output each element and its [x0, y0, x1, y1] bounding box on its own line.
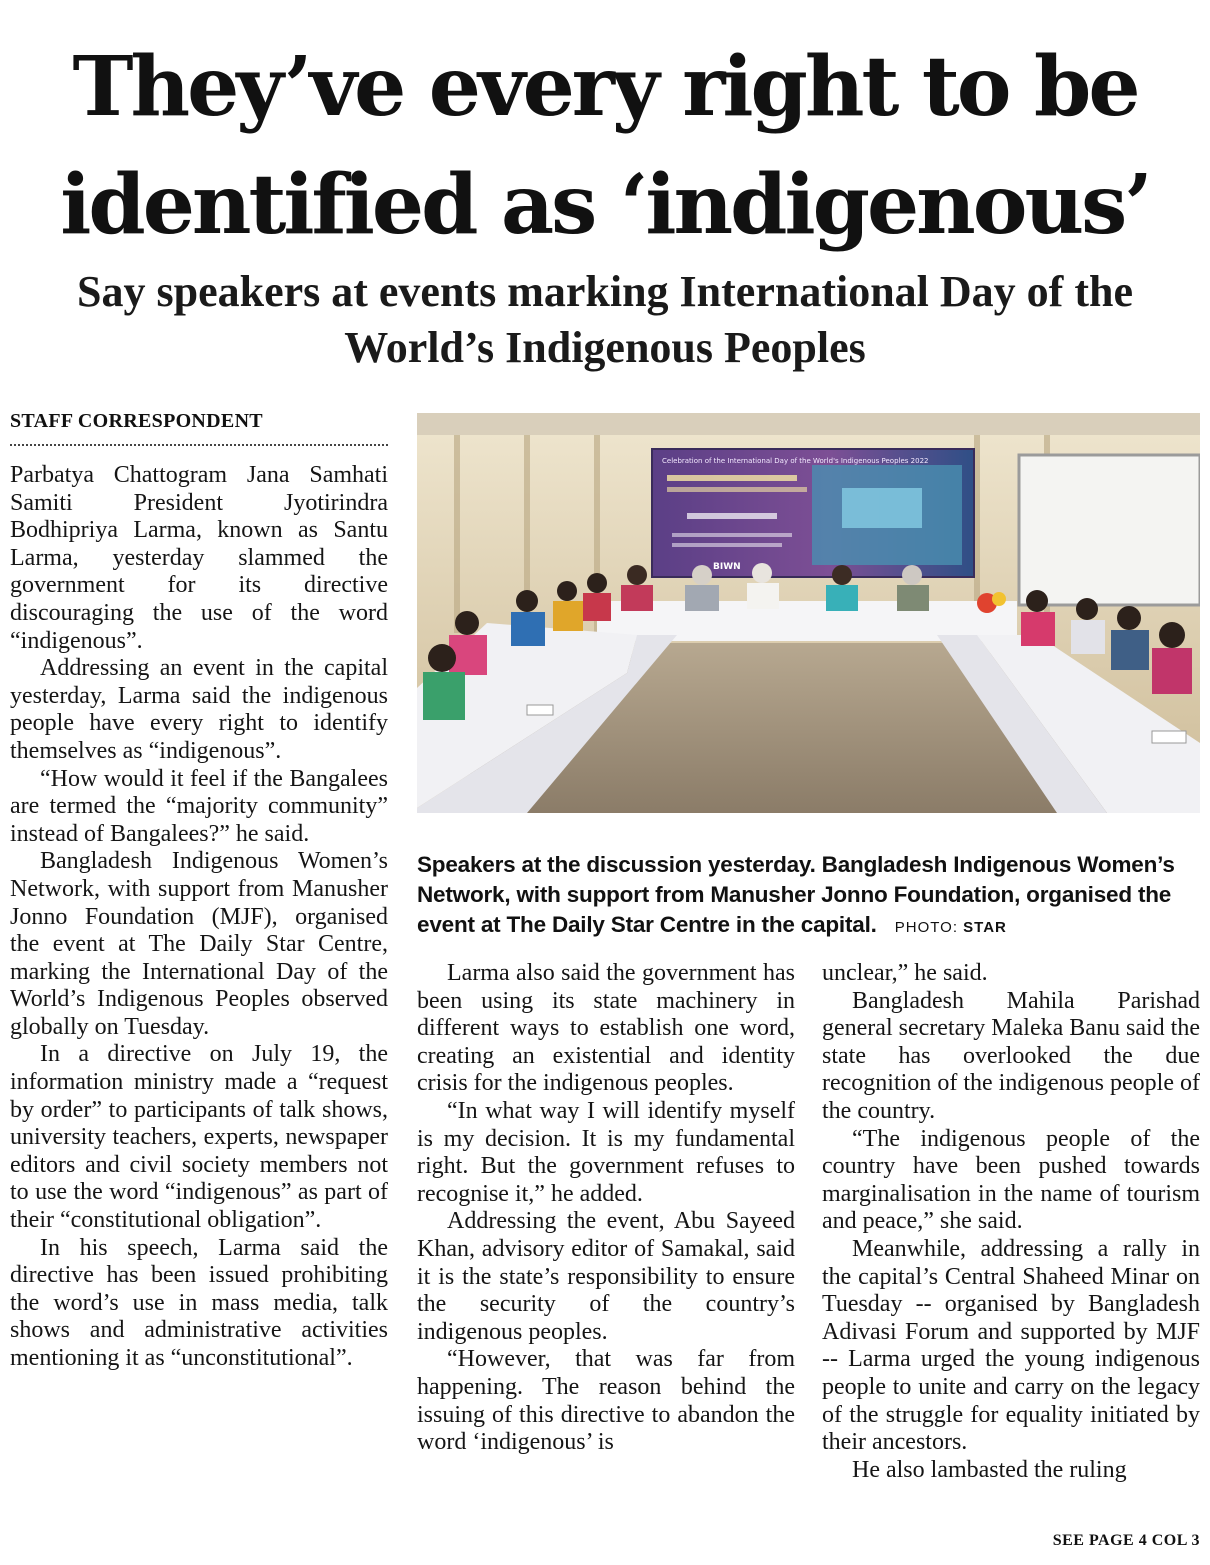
article-column-3 [822, 960, 1200, 1484]
paragraph: Addressing an event in the capital yesterday, Larma said the indigenous people have every right to identify themselves as “indigenous”. [10, 655, 388, 764]
byline: STAFF CORRESPONDENT [10, 410, 263, 432]
paragraph: In his speech, Larma said the directive has been issued prohibiting the word’s use in mass media, talk shows and administrative activities mentioning it as “unconstitutional”. [10, 1234, 388, 1371]
paragraph: Parbatya Chattogram Jana Samhati Samiti President Jyotirindra Bodhipriya Larma, known as Santu Larma, yesterday slammed the government for its directive discouraging the use of the word “indigenous”. [10, 462, 388, 654]
paragraph: unclear,” he said. [822, 960, 988, 986]
paragraph: Bangladesh Indigenous Women’s Network, with support from Manusher Jonno Foundation (MJF), organised the event at The Daily Star Centre, marking the International Day of the World’s Indigenous Peoples observed globally on Tuesday. [10, 848, 388, 1040]
photo-credit [895, 919, 1007, 936]
paragraph: Meanwhile, addressing a rally in the capital’s Central Shaheed Minar on Tuesday -- organised by Bangladesh Adivasi Forum and supported by MJF -- Larma urged the young indigenous people to unite and carry on the legacy of the struggle for equality initiated by their ancestors. [822, 1235, 1200, 1456]
paragraph: Addressing the event, Abu Sayeed Khan, advisory editor of Samakal, said it is the state’s responsibility to ensure the security of the country’s indigenous peoples. [417, 1208, 795, 1345]
article-column-1 [10, 462, 388, 1373]
continued-jump-line: SEE PAGE 4 COL 3 [1052, 1532, 1200, 1549]
paragraph: In a directive on July 19, the information ministry made a “request by order” to participants of talk shows, university teachers, experts, newspaper editors and civil society members not to use the word “indigenous” as part of their “constitutional obligation”. [10, 1041, 388, 1234]
paragraph: Larma also said the government has been using its state machinery in different ways to establish one word, creating an existential and identity crisis for the indigenous peoples. [417, 960, 795, 1097]
subheadline: Say speakers at events marking International Day of the World’s Indigenous Peoples [77, 267, 1133, 372]
event-photo [417, 413, 1200, 813]
seminar-photo-illustration [417, 413, 1200, 813]
headline: They’ve every right to be identified as ‘indigenous’ [60, 39, 1150, 253]
paragraph: “The indigenous people of the country have been pushed towards marginalisation in the name of tourism and peace,” she said. [822, 1125, 1200, 1235]
banner-logo: BIWN [713, 562, 741, 572]
paragraph: Bangladesh Mahila Parishad general secretary Maleka Banu said the state has overlooked the due recognition of the indigenous people of the country. [822, 987, 1200, 1124]
byline-divider [10, 444, 388, 446]
paragraph: “However, that was far from happening. The reason behind the issuing of this directive to abandon the word ‘indigenous’ is [417, 1346, 795, 1456]
paragraph: He also lambasted the ruling [852, 1456, 1127, 1483]
photo-caption [417, 850, 1200, 943]
article-column-2 [417, 960, 795, 1457]
paragraph: “In what way I will identify myself is my decision. It is my fundamental right. But the government refuses to recognise it,” he added. [417, 1097, 795, 1207]
photo-credit-name: STAR [963, 919, 1007, 936]
caption-text: Speakers at the discussion yesterday. Bangladesh Indigenous Women’s Network, with support from Manusher Jonno Foundation, organised the event at The Daily Star Centre in the capital. [417, 852, 1175, 937]
paragraph: “How would it feel if the Bangalees are termed the “majority community” instead of Bangalees?” he said. [10, 765, 388, 847]
banner-title: Celebration of the International Day of the World's Indigenous Peoples 2022 [662, 457, 929, 465]
photo-credit-prefix: PHOTO: [894, 919, 958, 936]
